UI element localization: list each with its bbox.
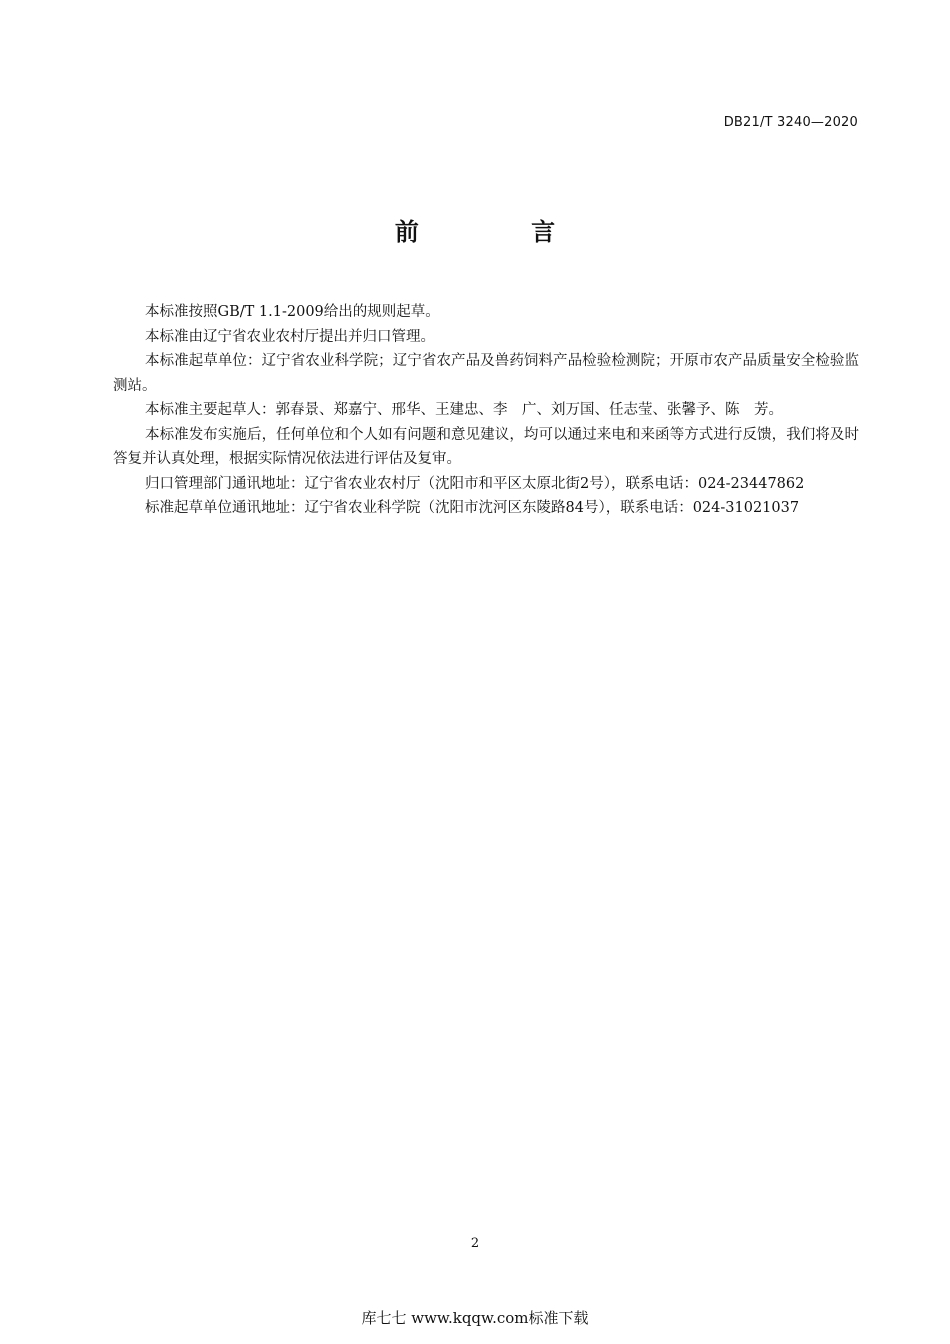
- paragraph-drafters: 本标准主要起草人：郭春景、郑嘉宁、邢华、王建忠、李 广、刘万国、任志莹、张馨予、陈 芳。: [145, 402, 783, 418]
- paragraph-drafter-address: 标准起草单位通讯地址：辽宁省农业科学院（沈阳市沈河区东陵路84号），联系电话：024-31021037: [145, 500, 800, 516]
- footer-watermark-link[interactable]: 库七七 www.kqqw.com标准下载: [361, 1309, 589, 1327]
- standard-code: DB21/T 3240—2020: [723, 115, 858, 130]
- foreword-body: [113, 300, 859, 521]
- paragraph-drafting-rules: 本标准按照GB/T 1.1-2009给出的规则起草。: [145, 304, 440, 320]
- paragraph-proposer: 本标准由辽宁省农业农村厅提出并归口管理。: [145, 328, 435, 345]
- paragraph-feedback: 本标准发布实施后，任何单位和个人如有问题和意见建议，均可以通过来电和来函等方式进行反馈，我们将及时答复并认真处理，根据实际情况依法进行评估及复审。: [113, 426, 859, 467]
- page-number: 2: [470, 1236, 480, 1251]
- page-title: 前 言: [394, 218, 608, 246]
- paragraph-management-address: 归口管理部门通讯地址：辽宁省农业农村厅（沈阳市和平区太原北街2号），联系电话：024-23447862: [145, 475, 805, 492]
- paragraph-drafting-units: 本标准起草单位：辽宁省农业科学院；辽宁省农产品及兽药饲料产品检验检测院；开原市农产品质量安全检验监测站。: [113, 353, 859, 394]
